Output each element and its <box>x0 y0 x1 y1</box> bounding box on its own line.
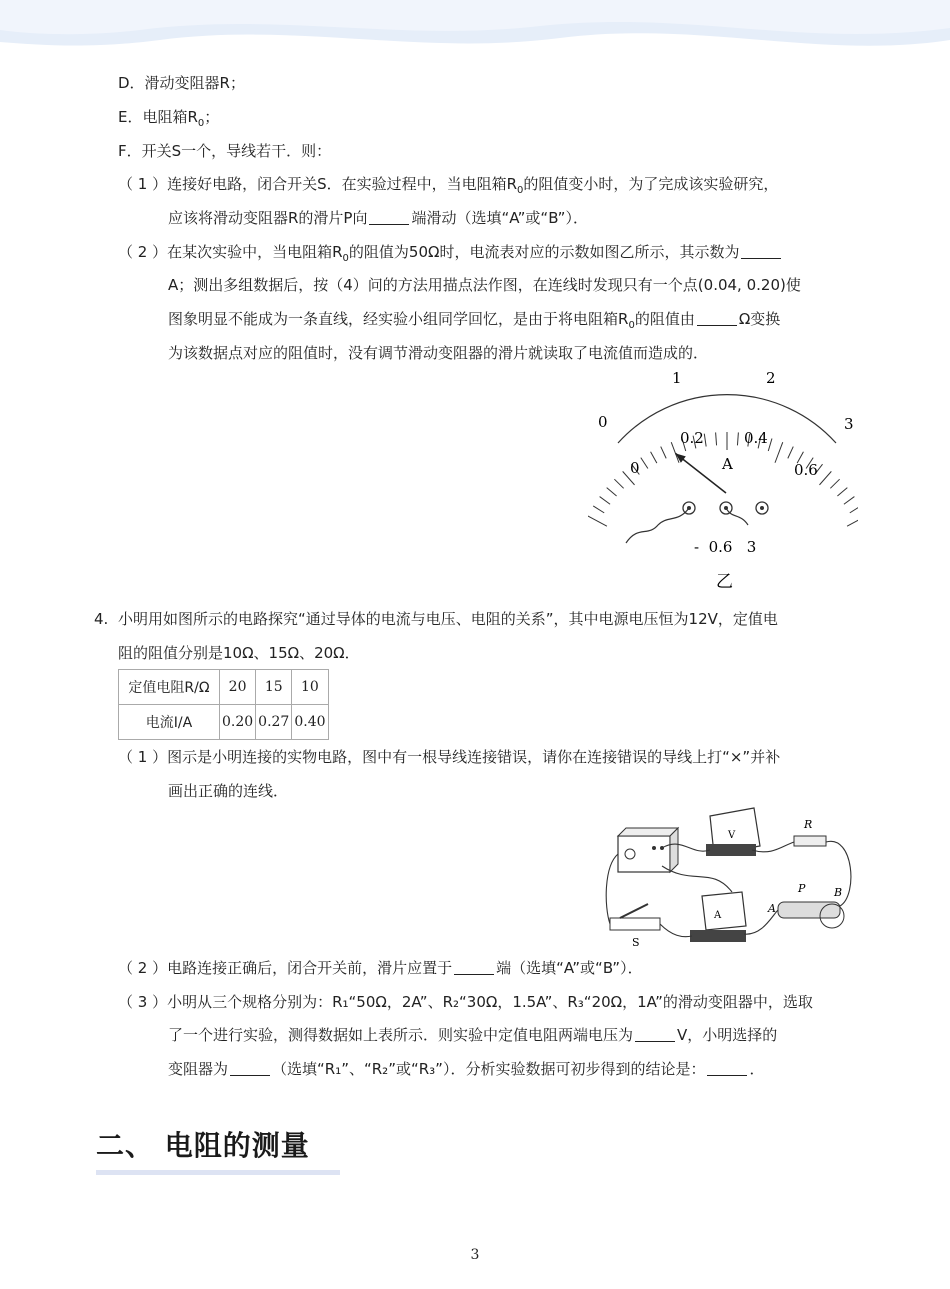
meter-tick <box>600 497 610 505</box>
item-e: E．电阻箱$R_0$； <box>118 108 220 129</box>
table-row-label: 电流I/A <box>119 705 220 740</box>
meter-tick <box>607 488 617 496</box>
wire <box>606 854 618 924</box>
section-underline <box>96 1170 340 1175</box>
table-cell: 0.40 <box>292 705 328 740</box>
bottom-scale-2: 0.4 <box>744 429 768 447</box>
bottom-scale-3: 0.6 <box>794 461 818 479</box>
page-number: 3 <box>470 1247 480 1263</box>
table-cell: 20 <box>220 670 256 705</box>
meter-tick <box>819 471 831 485</box>
meter-tick <box>661 447 666 459</box>
meter-tick <box>775 442 783 463</box>
switch <box>610 918 660 930</box>
top-scale-2: 2 <box>766 369 776 387</box>
ammeter-label: A <box>714 910 722 921</box>
meter-ticks <box>588 432 858 526</box>
meter-tick <box>614 479 623 488</box>
q2-line4: 为该数据点对应的阻值时，没有调节滑动变阻器的滑片就读取了电流值而造成的． <box>168 344 709 362</box>
answer-blank[interactable] <box>741 244 781 259</box>
bottom-scale-0: 0 <box>630 459 640 477</box>
label-a: A <box>768 902 776 915</box>
meter-tick <box>704 434 706 447</box>
meter-tick <box>830 479 839 488</box>
meter-tick <box>844 497 854 505</box>
meter-tick <box>837 488 847 496</box>
table-cell: 0.27 <box>256 705 292 740</box>
p4-q1-line1: （ 1 ）图示是小明连接的实物电路，图中有一根导线连接错误，请你在连接错误的导线上打“×”并补 <box>118 748 781 766</box>
meter-tick <box>847 516 858 526</box>
item-f: F．开关S一个，导线若干．则： <box>118 142 332 160</box>
q2-line1: （ 2 ）在某次实验中，当电阻箱$R_0$的阻值为50Ω时，电流表对应的示数如图乙所示，其示数为 <box>118 241 783 270</box>
figure-caption: 乙 <box>716 572 733 592</box>
meter-tick <box>671 442 679 463</box>
meter-tick <box>788 447 793 459</box>
wire <box>660 924 692 937</box>
answer-blank[interactable] <box>707 1061 747 1076</box>
q1-line2: 应该将滑动变阻器R的滑片P向 端滑动（选填“A”或“B”）． <box>168 209 588 227</box>
terminal-labels: - 0.6 3 <box>694 538 757 556</box>
table-row <box>119 705 329 740</box>
table-row-label: 定值电阻R/Ω <box>119 670 220 705</box>
resistor-r <box>794 836 826 846</box>
table-cell: 10 <box>292 670 328 705</box>
answer-blank[interactable] <box>697 311 737 326</box>
header-wave <box>0 0 950 70</box>
top-scale-1: 1 <box>672 369 682 387</box>
wire-left <box>626 508 689 543</box>
label-r: R <box>804 818 813 831</box>
meter-tick <box>593 506 604 513</box>
answer-blank[interactable] <box>369 210 409 225</box>
answer-blank[interactable] <box>454 960 494 975</box>
bottom-scale-1: 0.2 <box>680 429 704 447</box>
p4-line1: 4. 小明用如图所示的电路探究“通过导体的电流与电压、电阻的关系”，其中电源电压恒为12V，定值电 <box>94 610 778 628</box>
section-title: 二、 电阻的测量 <box>96 1129 310 1162</box>
meter-tick <box>850 506 858 513</box>
top-scale-0: 0 <box>598 413 608 431</box>
table-cell: 15 <box>256 670 292 705</box>
ammeter-figure <box>588 365 858 595</box>
data-table <box>118 669 329 740</box>
p4-q1-line2: 画出正确的连线． <box>168 782 289 800</box>
voltmeter-label: V <box>728 830 736 841</box>
answer-blank[interactable] <box>635 1027 675 1042</box>
label-s: S <box>632 936 640 949</box>
table-cell: 0.20 <box>220 705 256 740</box>
q2-line2: A；测出多组数据后，按（4）问的方法用描点法作图，在连线时发现只有一个点(0.04, 0.20)使 <box>168 276 801 294</box>
meter-tick <box>737 432 738 445</box>
q2-line3: 图象明显不能成为一条直线，经实验小组同学回忆，是由于将电阻箱$R_0$的阻值由 Ω变换 <box>168 310 781 331</box>
label-p: P <box>798 882 806 895</box>
answer-blank[interactable] <box>230 1061 270 1076</box>
meter-tick <box>768 439 772 451</box>
meter-unit: A <box>722 455 733 473</box>
p4-line2: 阻的阻值分别是10Ω、15Ω、20Ω． <box>118 644 360 662</box>
p4-q3-line3: 变阻器为 （选填“R₁”、“R₂”或“R₃”）．分析实验数据可初步得到的结论是： ． <box>168 1060 765 1078</box>
top-scale-3: 3 <box>844 415 854 433</box>
item-d: D．滑动变阻器R； <box>118 74 245 92</box>
p4-q2: （ 2 ）电路连接正确后，闭合开关前，滑片应置于 端（选填“A”或“B”）． <box>118 959 643 977</box>
wire-right <box>726 508 748 525</box>
p4-q3-line2: 了一个进行实验，测得数据如上表所示．则实验中定值电阻两端电压为 V，小明选择的 <box>168 1026 778 1044</box>
meter-tick <box>716 432 717 445</box>
ammeter <box>702 892 746 930</box>
p4-q3-line1: （ 3 ）小明从三个规格分别为：R₁“50Ω，2A”、R₂“30Ω，1.5A”、R₃“20Ω，1A”的滑动变阻器中，选取 <box>118 993 813 1011</box>
circuit-figure <box>602 806 858 952</box>
meter-tick <box>641 458 648 469</box>
meter-tick <box>651 452 657 463</box>
label-b: B <box>834 886 843 899</box>
q1-line1: （ 1 ）连接好电路，闭合开关S．在实验过程中，当电阻箱$R_0$的阻值变小时，为了完成该实验研究， <box>118 175 779 196</box>
table-row <box>119 670 329 705</box>
meter-tick <box>588 516 607 526</box>
